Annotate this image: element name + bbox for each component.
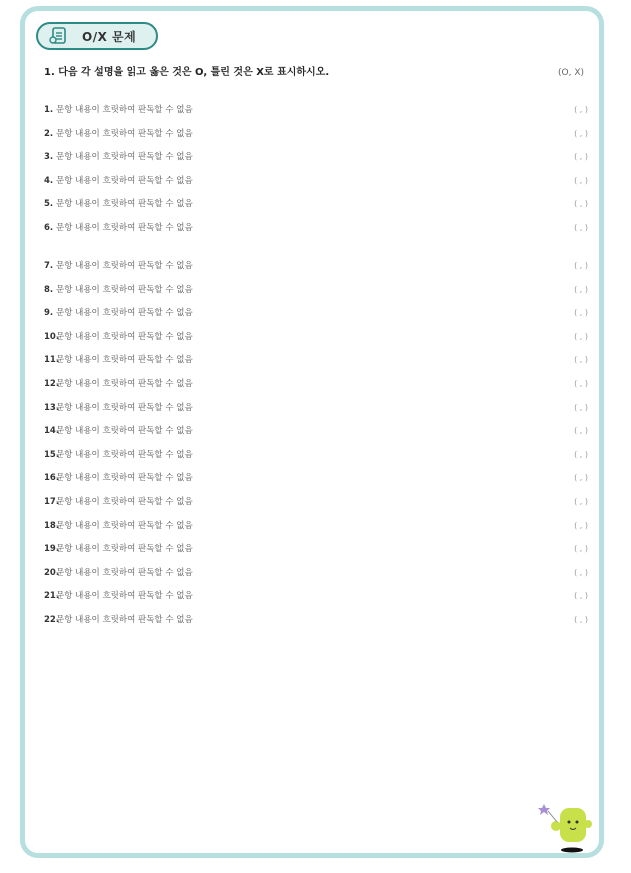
ox-answer-blank[interactable]: ( , ) bbox=[574, 402, 588, 412]
ox-item bbox=[44, 175, 588, 199]
item-text: 문항 내용이 흐릿하여 판독할 수 없음 bbox=[56, 378, 193, 389]
item-number: 12. bbox=[44, 378, 60, 389]
item-number: 9. bbox=[44, 308, 54, 319]
question-prompt bbox=[44, 66, 584, 80]
tag-label: O/X 문제 bbox=[82, 29, 137, 44]
item-text: 문항 내용이 흐릿하여 판독할 수 없음 bbox=[56, 614, 193, 625]
ox-answer-blank[interactable]: ( , ) bbox=[574, 284, 588, 294]
item-text: 문항 내용이 흐릿하여 판독할 수 없음 bbox=[56, 426, 193, 437]
item-number: 1. bbox=[44, 105, 54, 115]
item-text: 문항 내용이 흐릿하여 판독할 수 없음 bbox=[56, 152, 193, 163]
ox-answer-blank[interactable]: ( , ) bbox=[574, 260, 588, 270]
item-number: 10. bbox=[44, 331, 60, 342]
item-number: 11. bbox=[44, 355, 60, 366]
ox-item bbox=[44, 354, 588, 378]
ox-item bbox=[44, 307, 588, 331]
ox-item bbox=[44, 260, 588, 284]
item-text: 문항 내용이 흐릿하여 판독할 수 없음 bbox=[56, 473, 193, 484]
item-number: 3. bbox=[44, 152, 54, 163]
ox-answer-blank[interactable]: ( , ) bbox=[574, 152, 588, 162]
ox-item bbox=[44, 378, 588, 402]
ox-item bbox=[44, 425, 588, 449]
ox-item bbox=[44, 284, 588, 308]
ox-item bbox=[44, 151, 588, 175]
item-text: 문항 내용이 흐릿하여 판독할 수 없음 bbox=[56, 222, 193, 233]
item-text: 문항 내용이 흐릿하여 판독할 수 없음 bbox=[56, 308, 193, 319]
item-number: 7. bbox=[44, 260, 54, 271]
ox-answer-blank[interactable]: ( , ) bbox=[574, 308, 588, 318]
section-tag bbox=[36, 22, 158, 50]
item-number: 18. bbox=[44, 520, 60, 531]
ox-item bbox=[44, 104, 588, 128]
ox-answer-blank[interactable]: ( , ) bbox=[574, 496, 588, 506]
item-number: 19. bbox=[44, 544, 60, 555]
item-number: 2. bbox=[44, 128, 54, 139]
ox-answer-blank[interactable]: ( , ) bbox=[574, 614, 588, 624]
ox-item bbox=[44, 449, 588, 473]
ox-answer-blank[interactable]: ( , ) bbox=[574, 544, 588, 554]
item-number: 8. bbox=[44, 284, 54, 295]
item-number: 13. bbox=[44, 402, 60, 413]
item-number: 16. bbox=[44, 473, 60, 484]
item-text: 문항 내용이 흐릿하여 판독할 수 없음 bbox=[56, 496, 193, 507]
item-number: 17. bbox=[44, 496, 60, 507]
ox-item-list bbox=[44, 104, 588, 637]
ox-item bbox=[44, 520, 588, 544]
ox-answer-blank[interactable]: ( , ) bbox=[574, 426, 588, 436]
ox-answer-blank[interactable]: ( , ) bbox=[574, 331, 588, 341]
ox-item bbox=[44, 590, 588, 614]
item-text: 문항 내용이 흐릿하여 판독할 수 없음 bbox=[56, 567, 193, 578]
ox-item bbox=[44, 198, 588, 222]
item-text: 문항 내용이 흐릿하여 판독할 수 없음 bbox=[56, 544, 193, 555]
green-monster-mascot-icon bbox=[536, 798, 600, 854]
item-number: 6. bbox=[44, 222, 54, 233]
item-number: 22. bbox=[44, 614, 60, 625]
item-number: 20. bbox=[44, 567, 60, 578]
item-number: 5. bbox=[44, 199, 54, 210]
ox-item bbox=[44, 128, 588, 152]
question-score: (O, X) bbox=[558, 68, 584, 78]
ox-answer-blank[interactable]: ( , ) bbox=[574, 449, 588, 459]
item-text: 문항 내용이 흐릿하여 판독할 수 없음 bbox=[56, 284, 193, 295]
item-text: 문항 내용이 흐릿하여 판독할 수 없음 bbox=[56, 331, 193, 342]
ox-answer-blank[interactable]: ( , ) bbox=[574, 222, 588, 232]
document-list-icon bbox=[48, 26, 70, 46]
ox-answer-blank[interactable]: ( , ) bbox=[574, 355, 588, 365]
ox-answer-blank[interactable]: ( , ) bbox=[574, 567, 588, 577]
item-text: 문항 내용이 흐릿하여 판독할 수 없음 bbox=[56, 128, 193, 139]
item-text: 문항 내용이 흐릿하여 판독할 수 없음 bbox=[56, 449, 193, 460]
ox-item bbox=[44, 331, 588, 355]
item-number: 14. bbox=[44, 426, 60, 437]
item-text: 문항 내용이 흐릿하여 판독할 수 없음 bbox=[56, 591, 193, 602]
item-text: 문항 내용이 흐릿하여 판독할 수 없음 bbox=[56, 355, 193, 366]
item-text: 문항 내용이 흐릿하여 판독할 수 없음 bbox=[56, 402, 193, 413]
ox-answer-blank[interactable]: ( , ) bbox=[574, 378, 588, 388]
ox-answer-blank[interactable]: ( , ) bbox=[574, 105, 588, 114]
ox-answer-blank[interactable]: ( , ) bbox=[574, 199, 588, 209]
ox-answer-blank[interactable]: ( , ) bbox=[574, 520, 588, 530]
ox-answer-blank[interactable]: ( , ) bbox=[574, 591, 588, 601]
item-number: 4. bbox=[44, 175, 54, 186]
item-text: 문항 내용이 흐릿하여 판독할 수 없음 bbox=[56, 105, 193, 115]
item-number: 21. bbox=[44, 591, 60, 602]
item-text: 문항 내용이 흐릿하여 판독할 수 없음 bbox=[56, 199, 193, 210]
ox-item bbox=[44, 543, 588, 567]
ox-item bbox=[44, 496, 588, 520]
item-number: 15. bbox=[44, 449, 60, 460]
ox-answer-blank[interactable]: ( , ) bbox=[574, 175, 588, 185]
ox-item bbox=[44, 402, 588, 426]
ox-answer-blank[interactable]: ( , ) bbox=[574, 473, 588, 483]
ox-item bbox=[44, 567, 588, 591]
item-text: 문항 내용이 흐릿하여 판독할 수 없음 bbox=[56, 520, 193, 531]
ox-answer-blank[interactable]: ( , ) bbox=[574, 128, 588, 138]
ox-item bbox=[44, 472, 588, 496]
ox-item bbox=[44, 614, 588, 638]
ox-item bbox=[44, 222, 588, 260]
question-text: 1. 다음 각 설명을 읽고 옳은 것은 O, 틀린 것은 X로 표시하시오. bbox=[44, 67, 330, 78]
item-text: 문항 내용이 흐릿하여 판독할 수 없음 bbox=[56, 260, 193, 271]
item-text: 문항 내용이 흐릿하여 판독할 수 없음 bbox=[56, 175, 193, 186]
